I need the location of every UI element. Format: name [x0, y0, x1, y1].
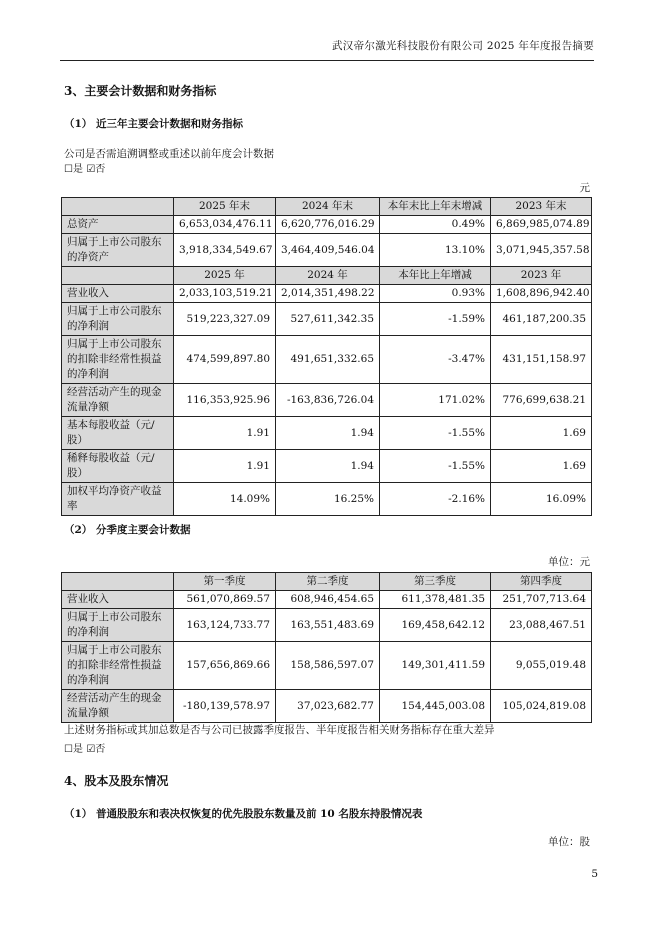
- column-header: 本年比上年增减: [380, 267, 491, 285]
- cell-value: -1.55%: [380, 417, 491, 450]
- table-header-row: [62, 198, 592, 216]
- cell-value: 527,611,342.35: [276, 303, 380, 336]
- row-label: 归属于上市公司股东的净资产: [62, 234, 174, 267]
- table-row: [62, 285, 592, 303]
- cell-value: 23,088,467.51: [491, 609, 592, 642]
- cell-value: 1.91: [174, 450, 276, 483]
- table-row: [62, 417, 592, 450]
- cell-value: 149,301,411.59: [380, 642, 491, 690]
- column-header: 2025 年: [174, 267, 276, 285]
- row-label: 经营活动产生的现金流量净额: [62, 384, 174, 417]
- table-row: [62, 303, 592, 336]
- table-row: [62, 642, 592, 690]
- checkbox-no: ☑否: [86, 744, 106, 755]
- cell-value: -1.59%: [380, 303, 491, 336]
- checkbox-no: ☑否: [86, 164, 106, 175]
- restatement-question: 公司是否需追溯调整或重述以前年度会计数据: [64, 148, 274, 160]
- cell-value: 776,699,638.21: [491, 384, 592, 417]
- column-header: 2023 年: [491, 267, 592, 285]
- table-row: [62, 591, 592, 609]
- table-row: [62, 234, 592, 267]
- row-label: 经营活动产生的现金流量净额: [62, 690, 174, 723]
- table-header-row: [62, 573, 592, 591]
- row-label: 稀释每股收益（元/股）: [62, 450, 174, 483]
- table-row: [62, 690, 592, 723]
- cell-value: 3,918,334,549.67: [174, 234, 276, 267]
- row-label: 营业收入: [62, 285, 174, 303]
- cell-value: 169,458,642.12: [380, 609, 491, 642]
- cell-value: 1.94: [276, 450, 380, 483]
- cell-value: 13.10%: [380, 234, 491, 267]
- cell-value: 1.91: [174, 417, 276, 450]
- cell-value: 16.09%: [491, 483, 592, 516]
- cell-value: 431,151,158.97: [491, 336, 592, 384]
- cell-value: 1.69: [491, 417, 592, 450]
- column-header: 2024 年: [276, 267, 380, 285]
- cell-value: 158,586,597.07: [276, 642, 380, 690]
- cell-value: 2,014,351,498.22: [276, 285, 380, 303]
- shareholder-unit-label: 单位：股: [548, 836, 590, 848]
- unit-label: 元: [579, 182, 590, 194]
- cell-value: 0.49%: [380, 216, 491, 234]
- section-3-title: 3、主要会计数据和财务指标: [64, 84, 217, 98]
- table-row: [62, 336, 592, 384]
- row-label: 营业收入: [62, 591, 174, 609]
- cell-value: 491,651,332.65: [276, 336, 380, 384]
- cell-value: 561,070,869.57: [174, 591, 276, 609]
- column-header: 第二季度: [276, 573, 380, 591]
- table-row: [62, 609, 592, 642]
- quarterly-financials-table: [61, 572, 592, 723]
- cell-value: 157,656,869.66: [174, 642, 276, 690]
- cell-value: 474,599,897.80: [174, 336, 276, 384]
- row-label: 总资产: [62, 216, 174, 234]
- quarterly-unit-label: 单位：元: [548, 556, 590, 568]
- table-row: [62, 384, 592, 417]
- cell-value: -1.55%: [380, 450, 491, 483]
- checkbox-yes: ☐是: [64, 164, 83, 175]
- cell-value: 105,024,819.08: [491, 690, 592, 723]
- cell-value: 171.02%: [380, 384, 491, 417]
- cell-value: 3,071,945,357.58: [491, 234, 592, 267]
- cell-value: 461,187,200.35: [491, 303, 592, 336]
- column-header: 2025 年末: [174, 198, 276, 216]
- page-number: 5: [591, 868, 598, 880]
- cell-value: 1.94: [276, 417, 380, 450]
- difference-note: 上述财务指标或其加总数是否与公司已披露季度报告、半年度报告相关财务指标存在重大差异: [64, 724, 495, 736]
- cell-value: 1,608,896,942.40: [491, 285, 592, 303]
- cell-value: 6,653,034,476.11: [174, 216, 276, 234]
- cell-value: 611,378,481.35: [380, 591, 491, 609]
- row-label: 归属于上市公司股东的扣除非经常性损益的净利润: [62, 336, 174, 384]
- row-label: 归属于上市公司股东的扣除非经常性损益的净利润: [62, 642, 174, 690]
- cell-value: -163,836,726.04: [276, 384, 380, 417]
- cell-value: -180,139,578.97: [174, 690, 276, 723]
- column-header: 本年末比上年末增减: [380, 198, 491, 216]
- section-4-title: 4、股本及股东情况: [64, 774, 169, 788]
- cell-value: 1.69: [491, 450, 592, 483]
- row-label: 归属于上市公司股东的净利润: [62, 609, 174, 642]
- column-header: 第四季度: [491, 573, 592, 591]
- table-row: [62, 483, 592, 516]
- cell-value: 163,551,483.69: [276, 609, 380, 642]
- cell-value: 163,124,733.77: [174, 609, 276, 642]
- row-label: 基本每股收益（元/股）: [62, 417, 174, 450]
- cell-value: 154,445,003.08: [380, 690, 491, 723]
- cell-value: 3,464,409,546.04: [276, 234, 380, 267]
- cell-value: 14.09%: [174, 483, 276, 516]
- difference-answer: [64, 740, 105, 755]
- row-label: 归属于上市公司股东的净利润: [62, 303, 174, 336]
- cell-value: 6,620,776,016.29: [276, 216, 380, 234]
- row-label: 加权平均净资产收益率: [62, 483, 174, 516]
- subsection-1-title: （1） 近三年主要会计数据和财务指标: [64, 118, 243, 130]
- checkbox-yes: ☐是: [64, 744, 83, 755]
- table-header-row: [62, 267, 592, 285]
- restatement-answer: [64, 160, 105, 175]
- cell-value: 2,033,103,519.21: [174, 285, 276, 303]
- column-header: 2023 年末: [491, 198, 592, 216]
- column-header: 2024 年末: [276, 198, 380, 216]
- subsection-2-title: （2） 分季度主要会计数据: [64, 524, 191, 536]
- cell-value: 116,353,925.96: [174, 384, 276, 417]
- column-header: 第三季度: [380, 573, 491, 591]
- cell-value: 6,869,985,074.89: [491, 216, 592, 234]
- cell-value: -3.47%: [380, 336, 491, 384]
- cell-value: 9,055,019.48: [491, 642, 592, 690]
- annual-financials-table: [61, 197, 592, 516]
- running-header: 武汉帝尔激光科技股份有限公司 2025 年年度报告摘要: [332, 40, 594, 52]
- cell-value: 608,946,454.65: [276, 591, 380, 609]
- cell-value: -2.16%: [380, 483, 491, 516]
- cell-value: 0.93%: [380, 285, 491, 303]
- table-row: [62, 450, 592, 483]
- column-header: 第一季度: [174, 573, 276, 591]
- cell-value: 519,223,327.09: [174, 303, 276, 336]
- column-header: [62, 198, 174, 216]
- header-rule: [60, 60, 594, 61]
- cell-value: 37,023,682.77: [276, 690, 380, 723]
- column-header: [62, 573, 174, 591]
- cell-value: 251,707,713.64: [491, 591, 592, 609]
- cell-value: 16.25%: [276, 483, 380, 516]
- column-header: [62, 267, 174, 285]
- section-4-subsection-1-title: （1） 普通股股东和表决权恢复的优先股股东数量及前 10 名股东持股情况表: [64, 808, 423, 820]
- table-row: [62, 216, 592, 234]
